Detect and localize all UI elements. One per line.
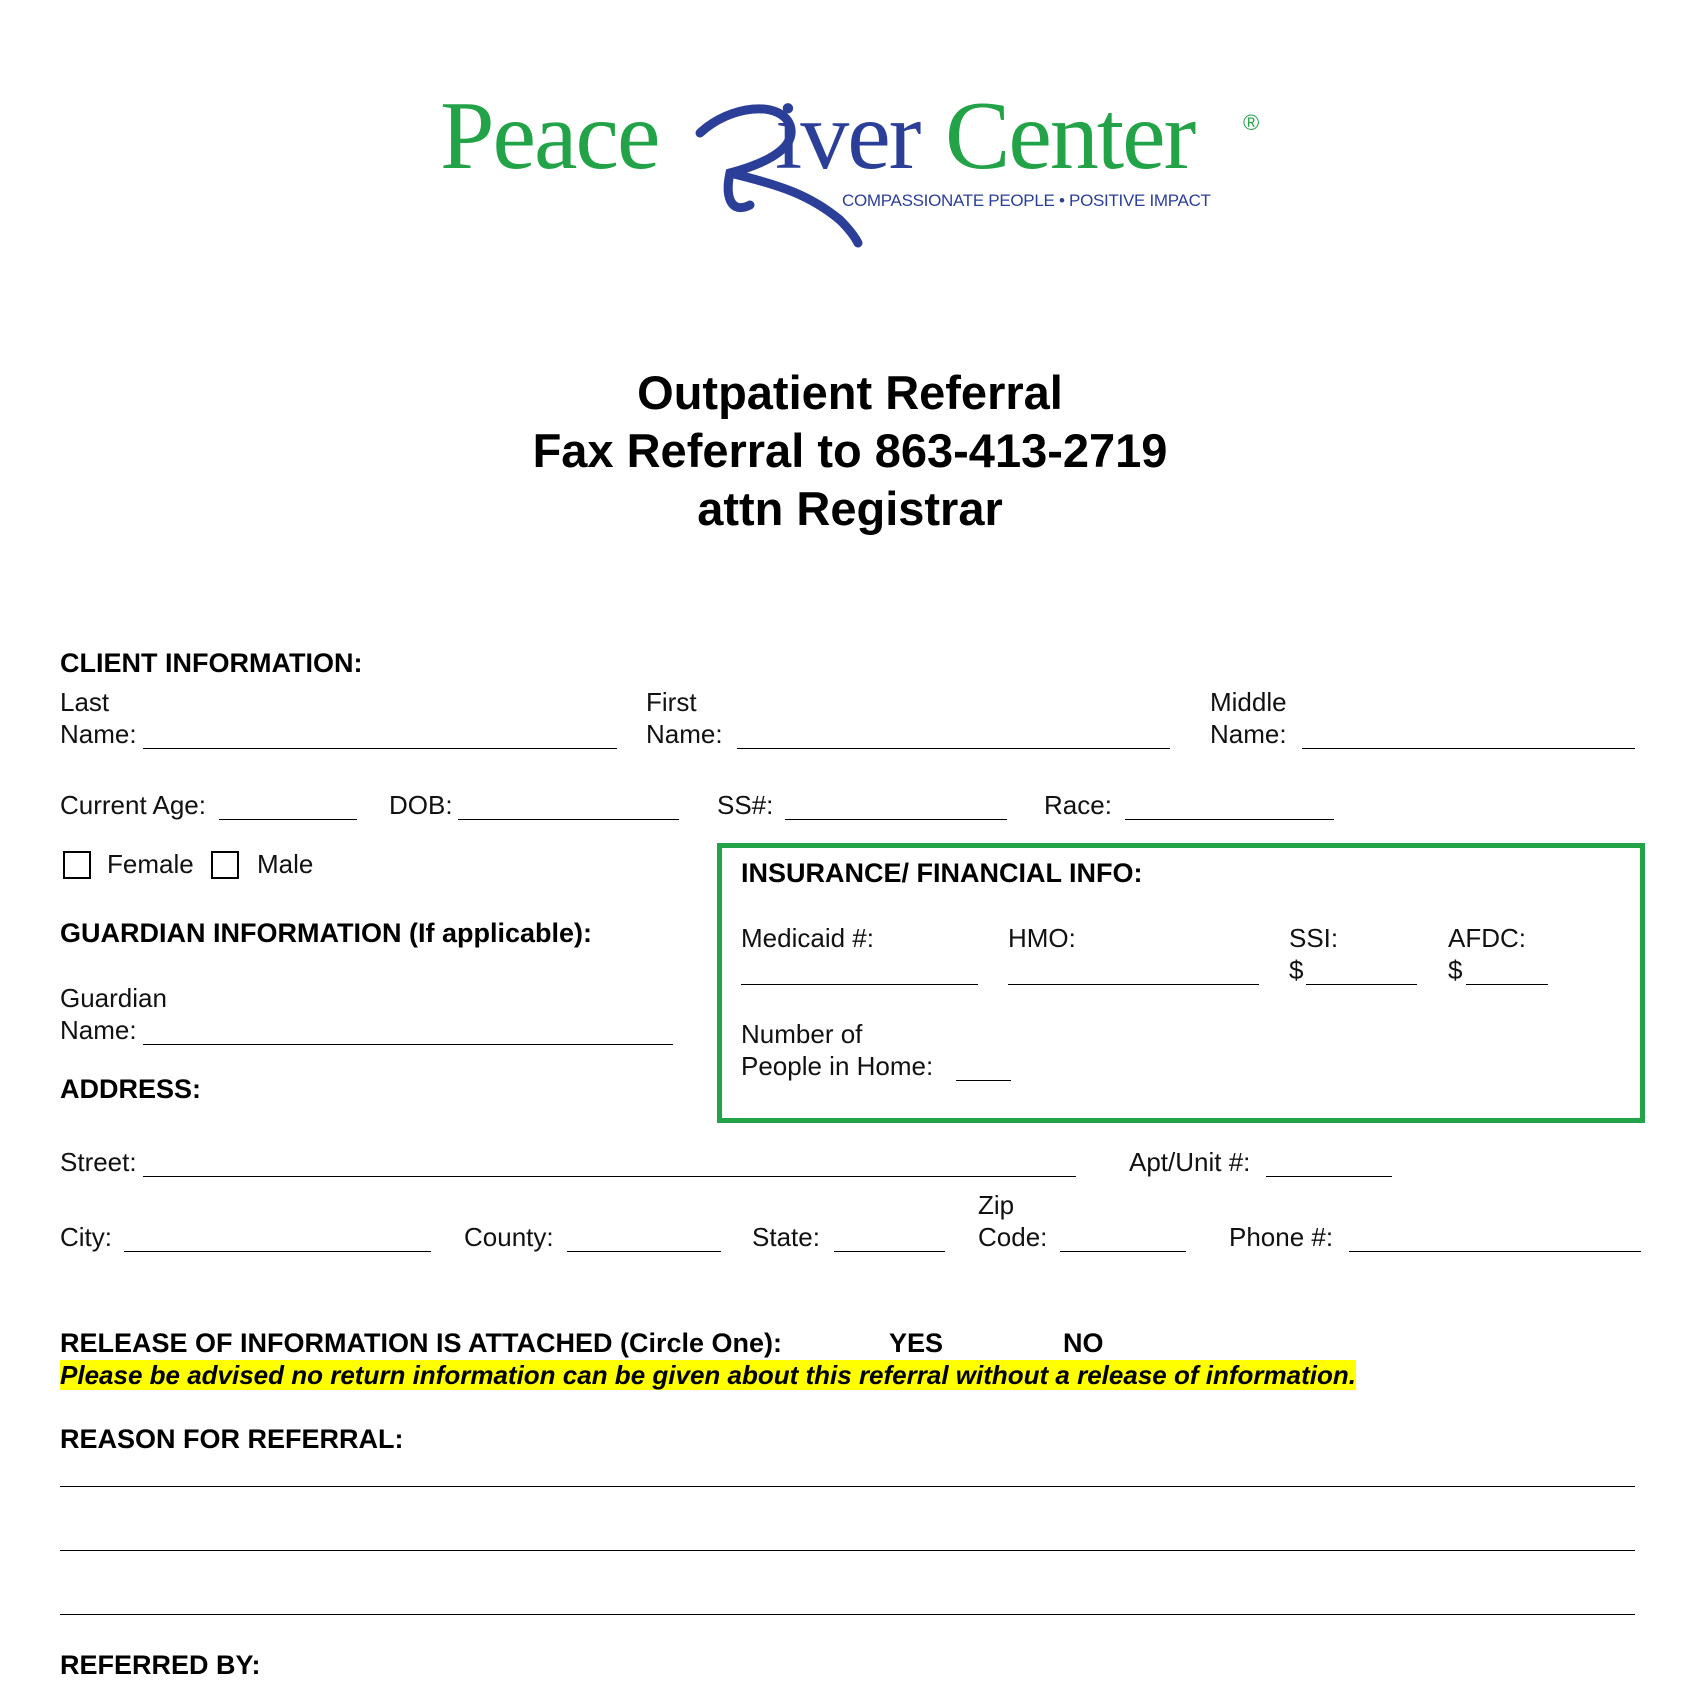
guardian-name-field[interactable]: [143, 1044, 673, 1045]
address-heading: ADDRESS:: [60, 1074, 202, 1104]
county-label: County:: [464, 1222, 554, 1252]
phone-label: Phone #:: [1229, 1222, 1334, 1252]
ssi-field[interactable]: [1306, 984, 1417, 985]
state-field[interactable]: [834, 1251, 945, 1252]
hmo-label: HMO:: [1008, 923, 1076, 953]
middle-name-label-top: Middle: [1210, 687, 1287, 717]
street-field[interactable]: [143, 1176, 1076, 1177]
race-label: Race:: [1044, 790, 1112, 820]
reason-heading: REASON FOR REFERRAL:: [60, 1424, 404, 1454]
referred-by-heading: REFERRED BY:: [60, 1650, 261, 1680]
male-checkbox[interactable]: [211, 851, 239, 879]
city-label: City:: [60, 1222, 112, 1252]
people-in-home-field[interactable]: [956, 1080, 1011, 1081]
title-line-2: Fax Referral to 863-413-2719: [532, 424, 1168, 477]
street-label: Street:: [60, 1147, 137, 1177]
reason-line-1[interactable]: [60, 1486, 1635, 1487]
ssi-label: SSI:: [1289, 923, 1339, 953]
first-name-label: Name:: [646, 719, 723, 749]
reason-line-3[interactable]: [60, 1614, 1635, 1615]
afdc-dollar: $: [1448, 955, 1463, 985]
logo-word-center: Center: [945, 82, 1195, 190]
current-age-label: Current Age:: [60, 790, 206, 820]
title-line-1: Outpatient Referral: [637, 366, 1063, 419]
last-name-label-top: Last: [60, 687, 110, 717]
current-age-field[interactable]: [219, 819, 357, 820]
male-label: Male: [257, 849, 314, 879]
release-notice-text: Please be advised no return information can be given about this referral without a release of information.: [60, 1360, 1356, 1390]
ssi-dollar: $: [1289, 955, 1304, 985]
registered-mark: ®: [1243, 110, 1260, 135]
insurance-heading: INSURANCE/ FINANCIAL INFO:: [741, 858, 1143, 888]
apt-label: Apt/Unit #:: [1129, 1147, 1251, 1177]
race-field[interactable]: [1125, 819, 1334, 820]
zip-field[interactable]: [1060, 1251, 1186, 1252]
zip-label: Code:: [978, 1222, 1048, 1252]
afdc-label: AFDC:: [1448, 923, 1526, 953]
afdc-field[interactable]: [1466, 984, 1548, 985]
female-checkbox[interactable]: [63, 851, 91, 879]
dob-label: DOB:: [389, 790, 453, 820]
female-label: Female: [107, 849, 194, 879]
title-line-3: attn Registrar: [697, 482, 1003, 535]
release-no-option[interactable]: NO: [1063, 1328, 1104, 1358]
first-name-label-top: First: [646, 687, 697, 717]
logo-tagline: COMPASSIONATE PEOPLE • POSITIVE IMPACT: [842, 191, 1211, 210]
guardian-name-label-top: Guardian: [60, 983, 167, 1013]
ss-label: SS#:: [717, 790, 774, 820]
last-name-label: Name:: [60, 719, 137, 749]
state-label: State:: [752, 1222, 820, 1252]
guardian-name-label: Name:: [60, 1015, 137, 1045]
release-yes-option[interactable]: YES: [889, 1328, 944, 1358]
hmo-field[interactable]: [1008, 984, 1259, 985]
ss-field[interactable]: [785, 819, 1007, 820]
last-name-field[interactable]: [143, 748, 617, 749]
phone-field[interactable]: [1349, 1251, 1641, 1252]
middle-name-field[interactable]: [1302, 748, 1635, 749]
guardian-heading: GUARDIAN INFORMATION (If applicable):: [60, 918, 592, 948]
logo-word-peace: Peace: [440, 82, 659, 190]
medicaid-label: Medicaid #:: [741, 923, 874, 953]
release-heading: RELEASE OF INFORMATION IS ATTACHED (Circle One):: [60, 1328, 783, 1358]
medicaid-field[interactable]: [741, 984, 978, 985]
zip-label-top: Zip: [978, 1190, 1015, 1220]
release-notice: [60, 1359, 1356, 1396]
people-in-home-label: People in Home:: [741, 1051, 934, 1081]
apt-field[interactable]: [1266, 1176, 1392, 1177]
people-in-home-label-top: Number of: [741, 1019, 863, 1049]
city-field[interactable]: [124, 1251, 431, 1252]
county-field[interactable]: [567, 1251, 721, 1252]
middle-name-label: Name:: [1210, 719, 1287, 749]
first-name-field[interactable]: [737, 748, 1170, 749]
dob-field[interactable]: [458, 819, 679, 820]
reason-line-2[interactable]: [60, 1550, 1635, 1551]
logo-word-iver: iver: [775, 82, 920, 190]
client-info-heading: CLIENT INFORMATION:: [60, 648, 363, 678]
